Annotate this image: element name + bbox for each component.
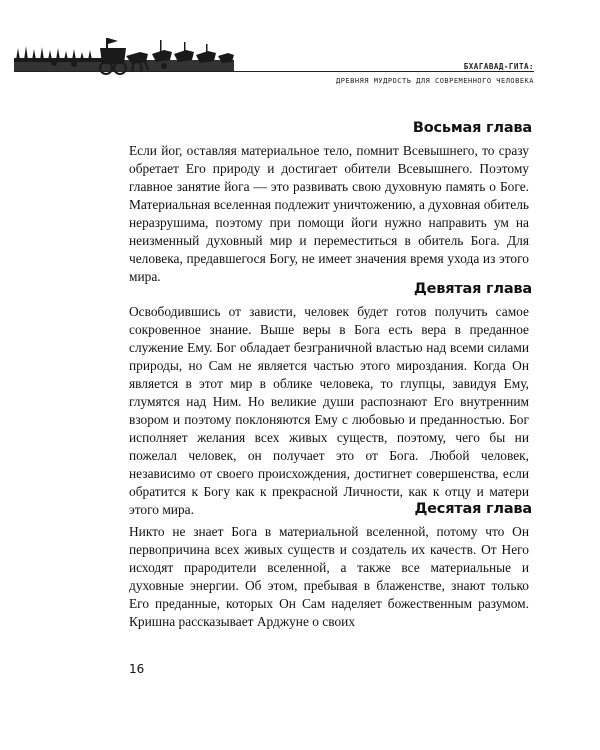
chapter-text: Никто не знает Бога в материальной вселенной, потому что Он первопричина всех живых существ и создатель их качеств. От Него исходят прародители вселенной, а также все материальные и духовные энергии. Об этом, пребывая в блаженстве, знают только Его преданные, которых Он Сам наделяет божественным разумом. Кришна рассказывает Арджуне о своих	[129, 524, 529, 629]
chariot-army-illustration	[14, 30, 234, 86]
chapter-heading: Десятая глава	[414, 501, 532, 517]
chapter-heading: Восьмая глава	[412, 120, 532, 136]
page-number: 16	[129, 662, 145, 676]
chapter-heading: Девятая глава	[413, 281, 532, 297]
running-header	[336, 62, 534, 86]
chapter-text: Освободившись от зависти, человек будет готов получить самое сокровенное знание. Выше веры в Бога есть вера в преданное служение Ему. Бог обладает безграничной властью над всеми силами природы, но Сам не является частью этого мироздания. Когда Он является в этот мир в облике человека, то глупцы, завидуя Ему, глумятся над Ним. Но великие души распознают Его внутренним взором и поэтому поклоняются Ему с любовью и преданностью. Бог исполняет желания всех живых существ, поэтому, чего бы ни пожелал человек, он получает это от Бога. Любой человек, независимо от своего происхождения, достигнет совершенства, если обратится к Богу как к прекрасной Личности, как к отцу и матери этого мира.	[129, 304, 529, 517]
book-subtitle: ДРЕВНЯЯ МУДРОСТЬ ДЛЯ СОВРЕМЕННОГО ЧЕЛОВЕКА	[335, 77, 534, 85]
book-title: БХАГАВАД-ГИТА:	[463, 62, 534, 71]
chapter-text: Если йог, оставляя материальное тело, помнит Всевышнего, то сразу обретает Его природу и достигает обители Всевышнего. Поэтому главное занятие йога — это развивать свою духовную память о Боге. Материальная вселенная подлежит уничтожению, а духовная обитель неразрушима, поэтому при помощи йоги нужно направить ум на неизменный духовный мир и переместиться в обитель Бога. Для человека, предавшегося Богу, не имеет значения время ухода из этого мира.	[129, 143, 529, 284]
